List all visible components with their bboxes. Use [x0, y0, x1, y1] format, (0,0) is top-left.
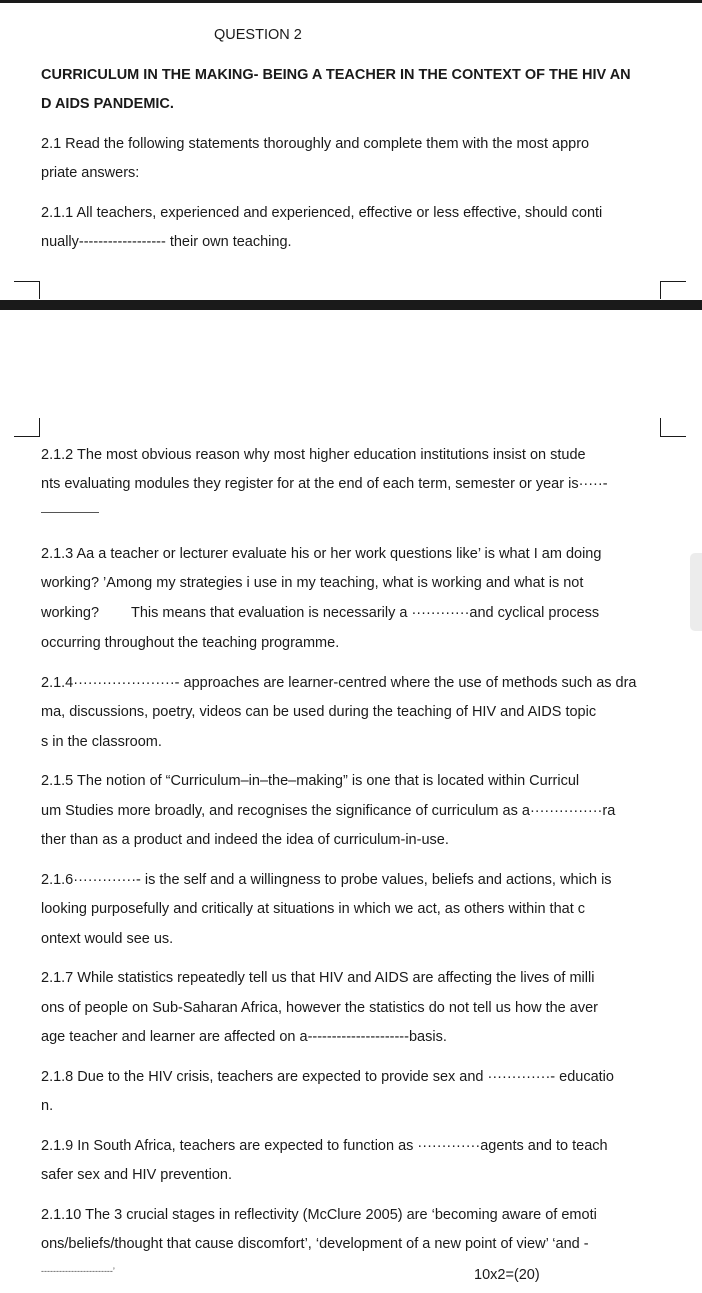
title-line-2: D AIDS PANDEMIC. — [41, 96, 174, 112]
q218-line-1: 2.1.8 Due to the HIV crisis, teachers are expected to provide sex and ·············- educatio — [41, 1069, 614, 1085]
instruction-line-2: priate answers: — [41, 165, 140, 181]
q2110-line-3: ------------------------’ — [41, 1266, 115, 1276]
q212-line-2: nts evaluating modules they register for at the end of each term, semester or year is·····- — [41, 476, 608, 492]
q213-line-4: occurring throughout the teaching programme. — [41, 635, 340, 651]
answer-blank-line — [41, 512, 99, 513]
q2110-line-2: ons/beliefs/thought that cause discomfort’, ‘development of a new point of view’ ‘and - — [41, 1236, 589, 1252]
q213-line-2: working? ’Among my strategies i use in my teaching, what is working and what is not — [41, 575, 584, 591]
q215-line-1: 2.1.5 The notion of “Curriculum–in–the–making” is one that is located within Curricul — [41, 773, 580, 789]
total-marks: 10x2=(20) — [474, 1267, 540, 1283]
crop-mark-bottom-left — [14, 418, 40, 437]
q213-line-3: working? This means that evaluation is necessarily a ············and cyclical process — [41, 605, 600, 621]
q216-line-3: ontext would see us. — [41, 931, 174, 947]
q217-line-2: ons of people on Sub-Saharan Africa, however the statistics do not tell us how the aver — [41, 1000, 598, 1016]
page-separator — [0, 300, 702, 310]
q219-line-1: 2.1.9 In South Africa, teachers are expected to function as ·············agents and to teach — [41, 1138, 608, 1154]
q211-line-2: nually------------------ their own teaching. — [41, 234, 292, 250]
q215-line-2: um Studies more broadly, and recognises the significance of curriculum as a···············ra — [41, 803, 616, 819]
question-heading: QUESTION 2 — [214, 27, 302, 43]
q216-line-1: 2.1.6·············- is the self and a willingness to probe values, beliefs and actions, which is — [41, 872, 612, 888]
q211-line-1: 2.1.1 All teachers, experienced and experienced, effective or less effective, should conti — [41, 205, 603, 221]
q217-line-1: 2.1.7 While statistics repeatedly tell us that HIV and AIDS are affecting the lives of milli — [41, 970, 595, 986]
scrollbar-thumb[interactable] — [690, 553, 702, 631]
top-border — [0, 0, 702, 3]
q216-line-2: looking purposefully and critically at situations in which we act, as others within that c — [41, 901, 586, 917]
crop-mark-top-right — [660, 281, 686, 300]
q215-line-3: ther than as a product and indeed the idea of curriculum-in-use. — [41, 832, 449, 848]
q214-line-1: 2.1.4·····················- approaches are learner-centred where the use of methods such as dra — [41, 675, 637, 691]
q214-line-3: s in the classroom. — [41, 734, 162, 750]
instruction-line-1: 2.1 Read the following statements thoroughly and complete them with the most appro — [41, 136, 590, 152]
q219-line-2: safer sex and HIV prevention. — [41, 1167, 233, 1183]
q212-line-1: 2.1.2 The most obvious reason why most higher education institutions insist on stude — [41, 447, 586, 463]
q214-line-2: ma, discussions, poetry, videos can be used during the teaching of HIV and AIDS topic — [41, 704, 597, 720]
q213-line-1: 2.1.3 Aa a teacher or lecturer evaluate his or her work questions like’ is what I am doing — [41, 546, 602, 562]
q217-line-3: age teacher and learner are affected on a---------------------basis. — [41, 1029, 447, 1045]
q2110-line-1: 2.1.10 The 3 crucial stages in reflectivity (McClure 2005) are ‘becoming aware of emoti — [41, 1207, 597, 1223]
crop-mark-top-left — [14, 281, 40, 300]
q218-line-2: n. — [41, 1098, 54, 1114]
crop-mark-bottom-right — [660, 418, 686, 437]
title-line-1: CURRICULUM IN THE MAKING- BEING A TEACHER IN THE CONTEXT OF THE HIV AN — [41, 67, 631, 83]
